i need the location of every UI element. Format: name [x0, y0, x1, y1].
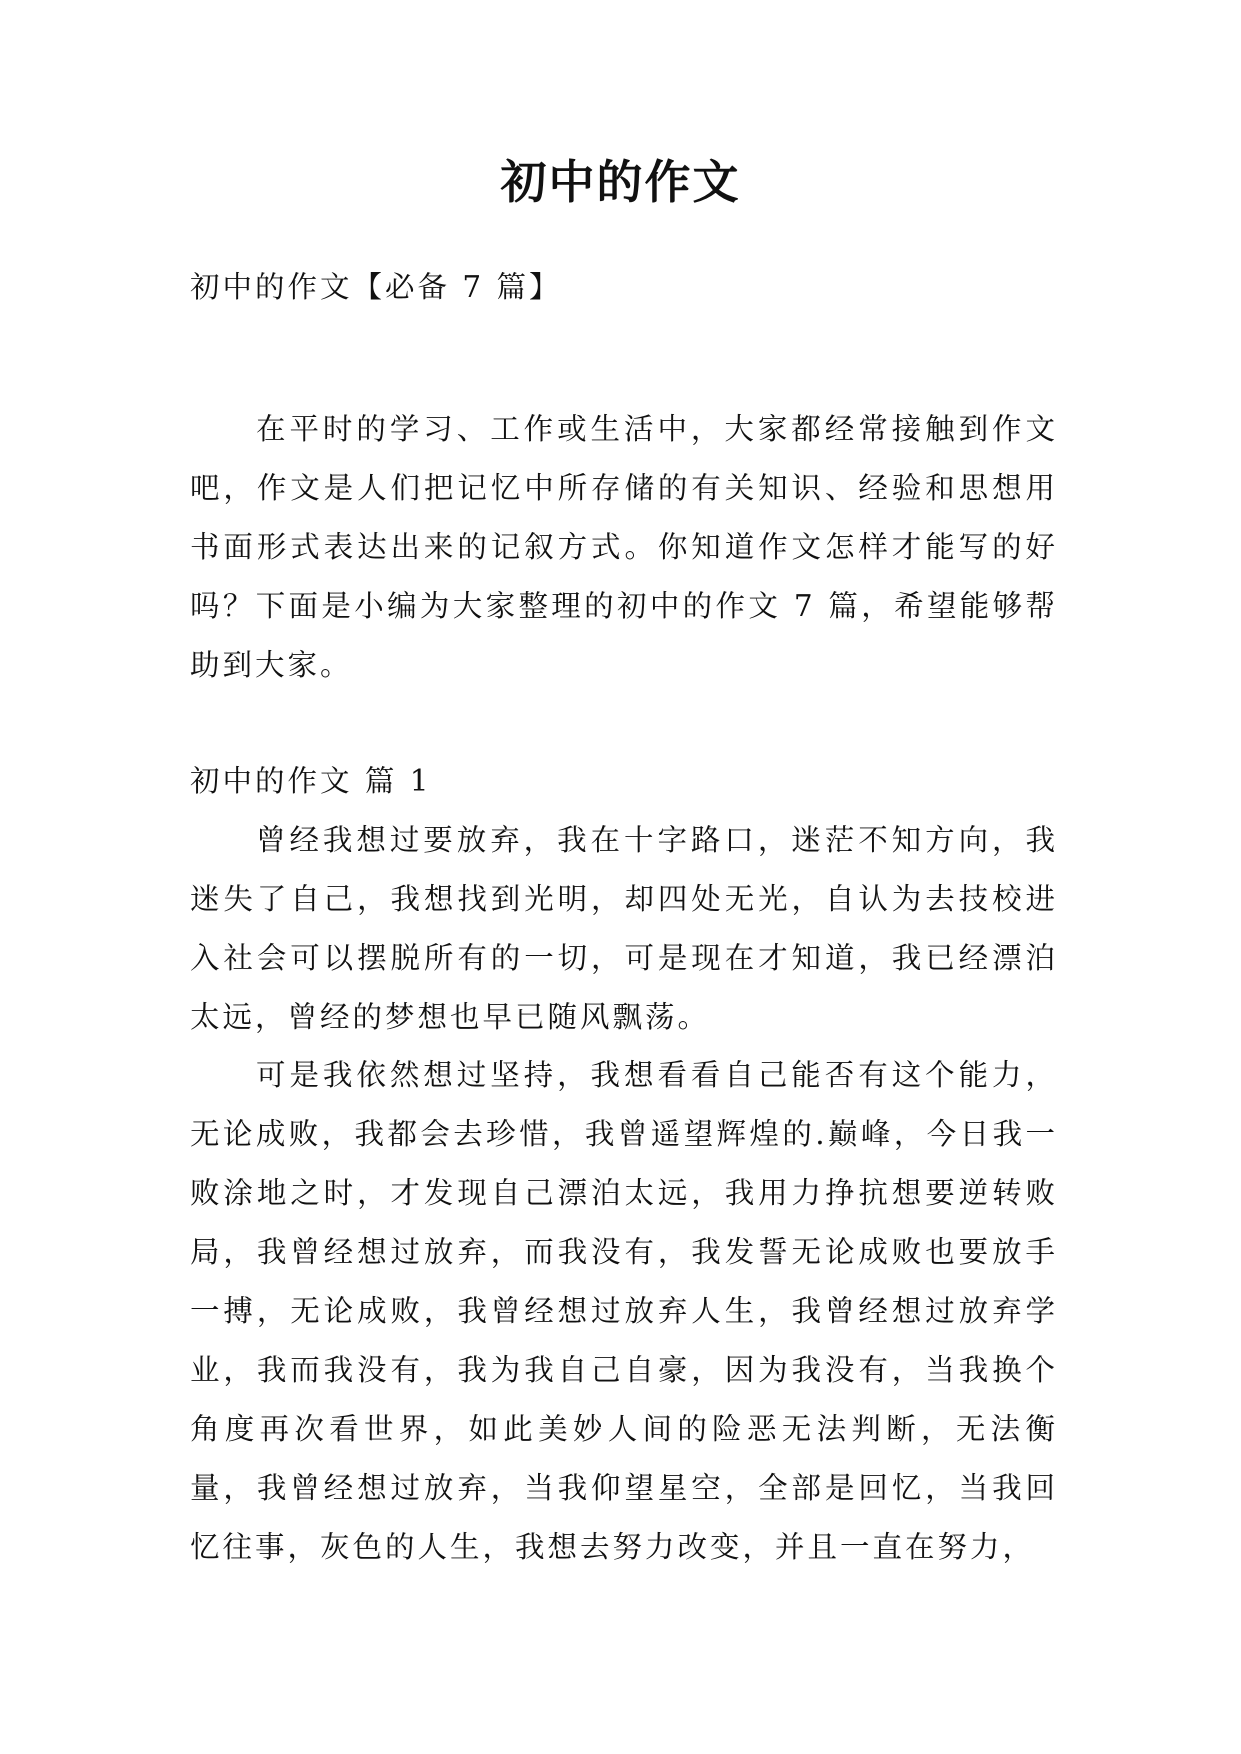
document-title: 初中的作文 — [500, 155, 741, 209]
body-paragraph: 可是我依然想过坚持，我想看看自己能否有这个能力，无论成败，我都会去珍惜，我曾遥望辉煌的.巅峰，今日我一败涂地之时，才发现自己漂泊太远，我用力挣抗想要逆转败局，我曾经想过放弃，而我没有，我发誓无论成败也要放手一搏，无论成败，我曾经想过放弃人生，我曾经想过放弃学业，我而我没有，我为我自己自豪，因为我没有，当我换个角度再次看世界，如此美妙人间的险恶无法判断，无法衡量，我曾经想过放弃，当我仰望星空，全部是回忆，当我回忆往事，灰色的人生，我想去努力改变，并且一直在努力， — [190, 1058, 1058, 1564]
body-paragraph: 曾经我想过要放弃，我在十字路口，迷茫不知方向，我迷失了自己，我想找到光明，却四处无光，自认为去技校进入社会可以摆脱所有的一切，可是现在才知道，我已经漂泊太远，曾经的梦想也早已随风飘荡。 — [190, 823, 1058, 1034]
document-subtitle: 初中的作文【必备 7 篇】 — [190, 270, 562, 304]
intro-paragraph: 在平时的学习、工作或生活中，大家都经常接触到作文吧，作文是人们把记忆中所存储的有关知识、经验和思想用书面形式表达出来的记叙方式。你知道作文怎样才能写的好吗？下面是小编为大家整理的初中的作文 7 篇，希望能够帮助到大家。 — [190, 412, 1058, 682]
section-heading: 初中的作文 篇 1 — [190, 764, 432, 798]
